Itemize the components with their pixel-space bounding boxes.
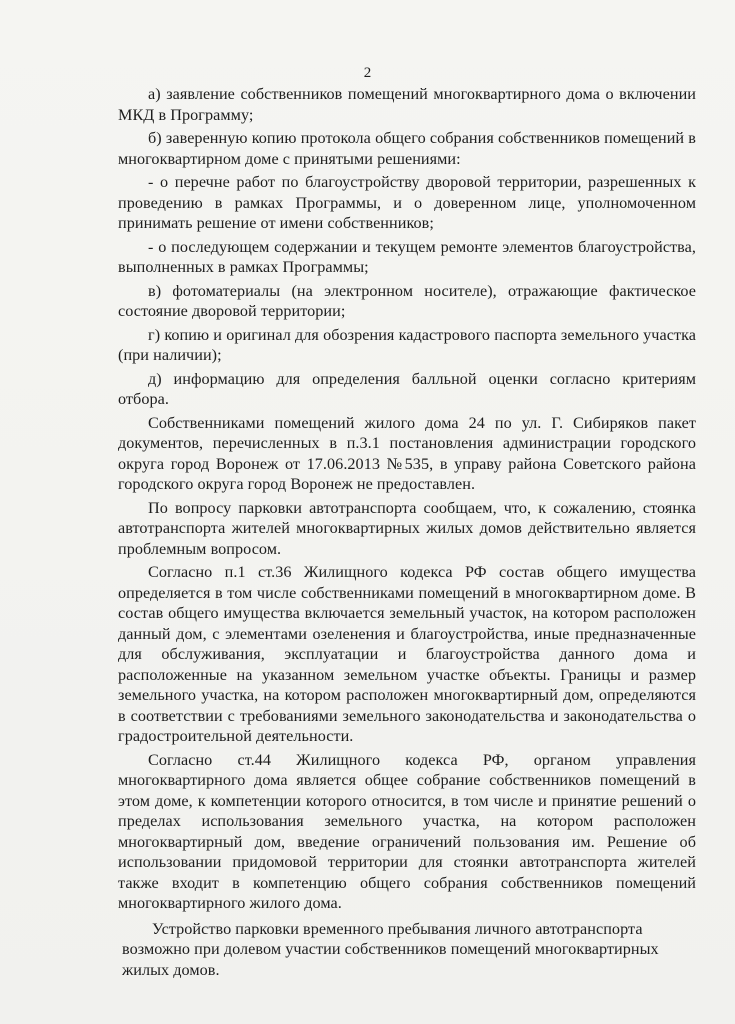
paragraph-item-b: б) заверенную копию протокола общего собрания собственников помещений в многоквартирном доме с принятыми решениями: bbox=[118, 129, 696, 168]
page-number: 2 bbox=[363, 65, 372, 81]
document-body bbox=[118, 84, 696, 980]
paragraph-item-v: в) фотоматериалы (на электронном носителе), отражающие фактическое состояние дворовой территории; bbox=[118, 281, 696, 320]
paragraph-parking-issue: По вопросу парковки автотранспорта сообщаем, что, к сожалению, стоянка автотранспорта жителей многоквартирных жилых домов действительно является проблемным вопросом. bbox=[118, 498, 696, 558]
paragraph-parking-arrangement: Устройство парковки временного пребывания личного автотранспорта возможно при долевом участии собственников помещений многоквартирных жилых домов. bbox=[122, 919, 659, 979]
paragraph-article-44: Согласно ст.44 Жилищного кодекса РФ, органом управления многоквартирного дома является общее собрание собственников помещений в этом доме, к компетенции которого относится, в том числе и принятие решений о пределах использования земельного участка, на котором расположен многоквартирный дом, введение ограничений пользования им. Решение об использовании придомовой территории для стоянки автотранспорта жителей также входит в компетенцию общего собрания собственников помещений многоквартирного жилого дома. bbox=[118, 750, 696, 912]
paragraph-bullet-works-list: - о перечне работ по благоустройству дворовой территории, разрешенных к проведению в рамках Программы, и о доверенном лице, уполномоченном принимать решение от имени собственников; bbox=[118, 173, 696, 232]
paragraph-article-36: Согласно п.1 ст.36 Жилищного кодекса РФ состав общего имущества определяется в том числе собственниками помещений в многоквартирном доме. В состав общего имущества включается земельный участок, на котором расположен данный дом, с элементами озеленения и благоустройства, иные предназначенные для обслуживания, эксплуатации и благоустройства данного дома и расположенные на указанном земельном участке объекты. Границы и размер земельного участка, на котором расположен многоквартирный дом, определяются в соответствии с требованиями земельного законодательства и законодательства о градостроительной деятельности. bbox=[118, 563, 696, 745]
paragraph-item-a: а) заявление собственников помещений многоквартирного дома о включении МКД в Программу; bbox=[118, 85, 696, 124]
paragraph-item-g: г) копию и оригинал для обозрения кадастрового паспорта земельного участка (при наличии); bbox=[118, 325, 696, 364]
paragraph-bullet-maintenance: - о последующем содержании и текущем ремонте элементов благоустройства, выполненных в рамках Программы; bbox=[118, 237, 696, 276]
paragraph-documents-not-provided: Собственниками помещений жилого дома 24 по ул. Г. Сибиряков пакет документов, перечисленных в п.3.1 постановления администрации городского округа город Воронеж от 17.06.2013 №535, в управу района Советского района городского округа город Воронеж не предоставлен. bbox=[118, 413, 696, 493]
paragraph-item-d: д) информацию для определения балльной оценки согласно критериям отбора. bbox=[118, 369, 696, 408]
